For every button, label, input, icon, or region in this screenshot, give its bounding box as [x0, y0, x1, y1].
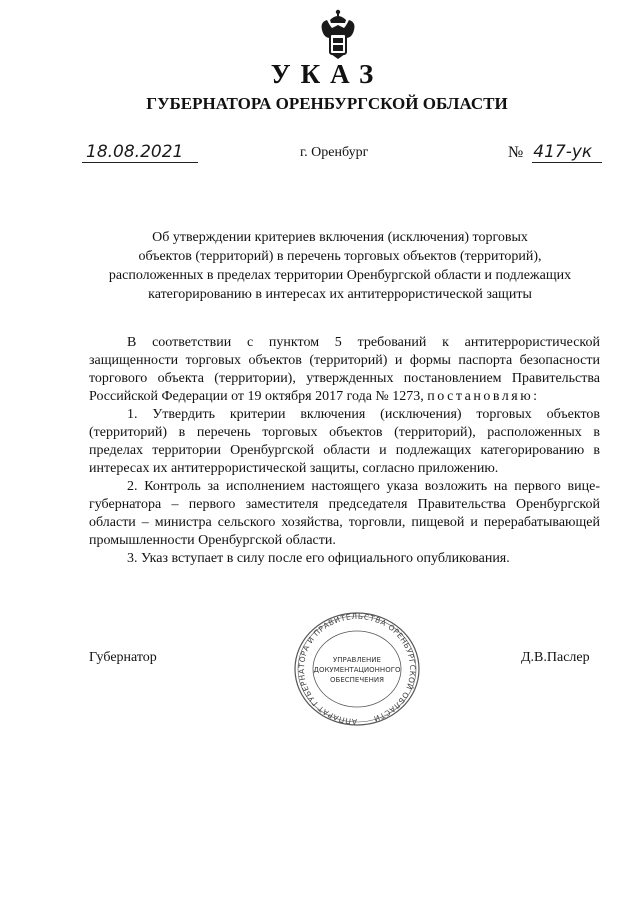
- item-1: 1. Утвердить критерии включения (исключения) торговых объектов (территорий) в перечень торговых объектов (территорий), расположенных в пределах территории Оренбургской области и подлежащих категорированию в интересах их антитеррористической защиты, согласно приложению.: [89, 407, 600, 476]
- number-underline: [532, 162, 602, 163]
- stamp-line-2: ДОКУМЕНТАЦИОННОГО: [313, 666, 401, 674]
- date-value: 18.08.2021: [86, 142, 184, 162]
- date-underline: [82, 162, 198, 163]
- decree-number: [508, 142, 592, 162]
- heading-line: категорированию в интересах их антитеррористической защиты: [148, 287, 532, 302]
- heading-line: расположенных в пределах территории Оренбургской области и подлежащих: [108, 268, 572, 283]
- item-3: 3. Указ вступает в силу после его официального опубликования.: [127, 551, 510, 566]
- signatory-name: Д.В.Паслер: [521, 650, 590, 665]
- number-sign: №: [508, 144, 524, 161]
- number-value: 417-ук: [533, 142, 593, 162]
- intro-paragraph: [89, 334, 600, 406]
- decree-date: [86, 142, 183, 162]
- decree-heading: [100, 228, 580, 304]
- item-2: 2. Контроль за исполнением настоящего указа возложить на первого вице-губернатора – первого заместителя председателя Правительства Оренбургской области – министра сельского хозяйства, торговли, пищевой и перерабатывающей промышленности Оренбургской области.: [89, 479, 600, 548]
- heading-line: Об утверждении критериев включения (исключения) торговых: [152, 230, 528, 245]
- document-subtitle: ГУБЕРНАТОРА ОРЕНБУРГСКОЙ ОБЛАСТИ: [146, 94, 508, 113]
- document-title: УКАЗ: [270, 59, 384, 89]
- stamp-ring-path: АППАРАТ ГУБЕРНАТОРА И ПРАВИТЕЛЬСТВА ОРЕНБУРГСКОЙ ОБЛАСТИ: [296, 611, 418, 727]
- heading-line: объектов (территорий) в перечень торговых объектов (территорий),: [138, 249, 542, 264]
- stamp-line-3: ОБЕСПЕЧЕНИЯ: [330, 676, 384, 684]
- decree-body: [89, 334, 600, 568]
- resolve-word: постановляю:: [427, 389, 540, 404]
- intro-text: В соответствии с пунктом 5 требований к антитеррористической защищенности торговых объектов (территорий) и формы паспорта безопасности торгового объекта (территории), утвержденных постановлением Правительства Российской Федерации от 19 октября 2017 года № 1273,: [89, 335, 600, 404]
- signatory-role: Губернатор: [89, 650, 157, 665]
- stamp-line-1: УПРАВЛЕНИЕ: [333, 656, 381, 664]
- official-stamp: [287, 611, 427, 731]
- coat-of-arms-icon: [318, 8, 358, 60]
- city: г. Оренбург: [300, 145, 369, 160]
